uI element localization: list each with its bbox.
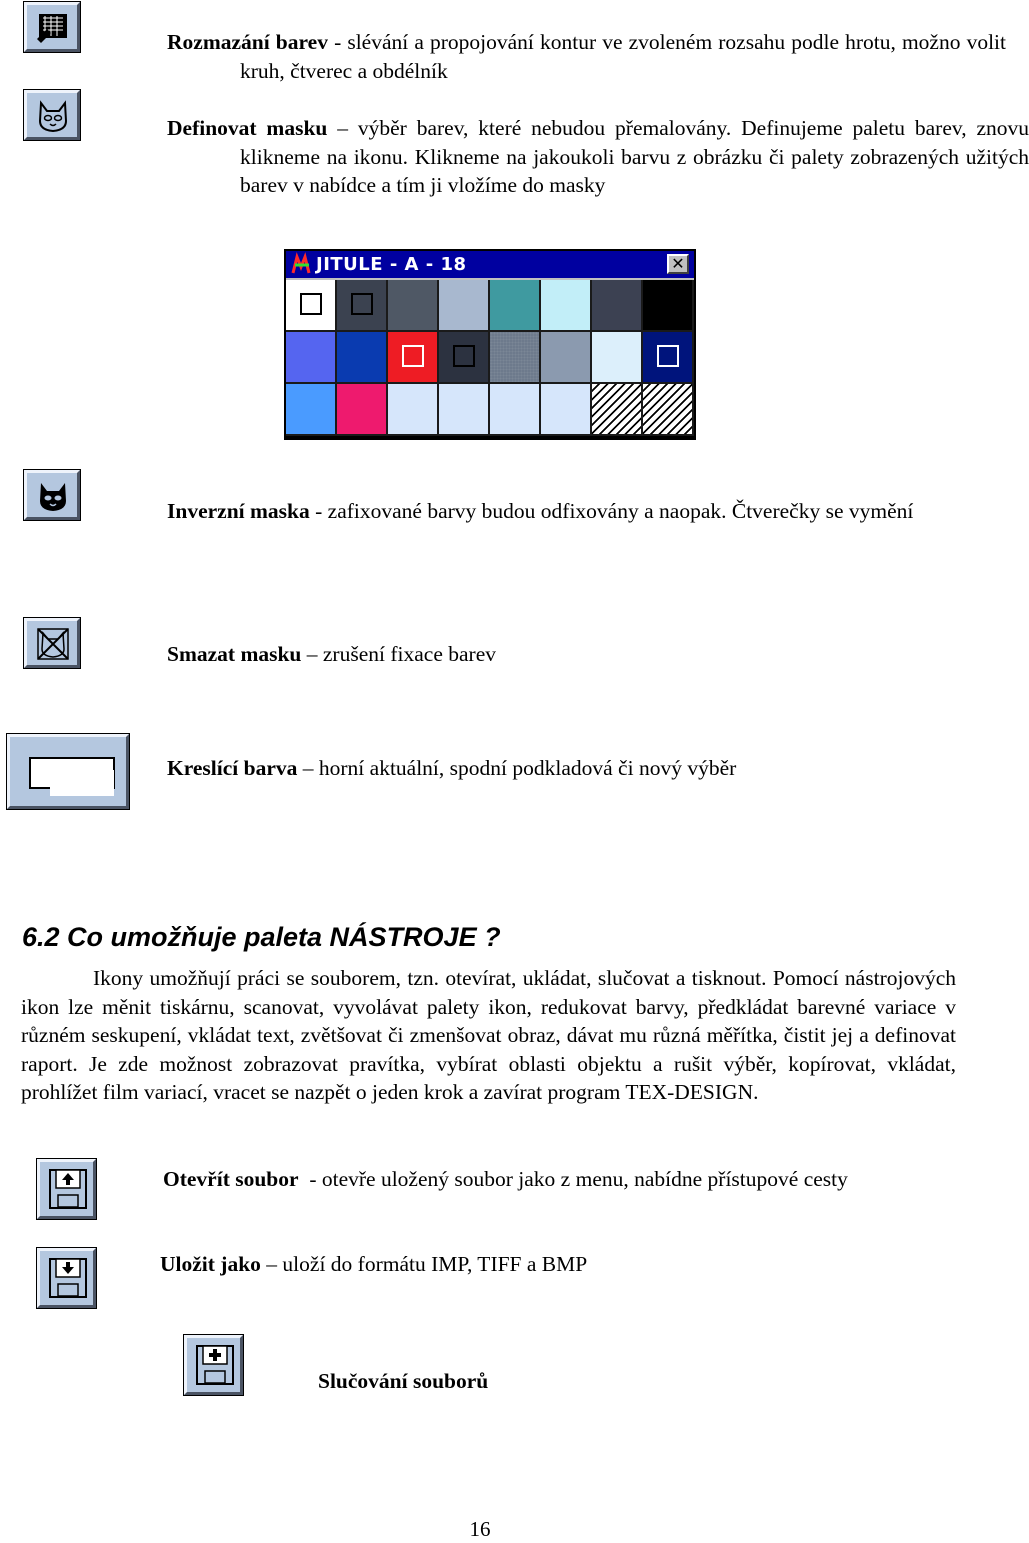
section-body: Ikony umožňují práci se souborem, tzn. otevírat, ukládat, slučovat a tisknout. Pomocí nástrojových ikon lze měnit tiskárnu, scanovat, vyvolávat palety ikon, redukovat barvy, předkládat barevné variace v různém seskupení, vkládat text, zvětšovat či zmenšovat obraz, dávat mu různá měřítka, čistit jej a definovat raport. Je zde možnost zobrazovat pravítka, vybírat oblasti objektu a rušit výběr, kopírovat, vkládat, prohlížet film variací, vracet se nazpět o jeden krok a zavírat program TEX-DESIGN.: [21, 966, 956, 1104]
palette-color-swatch[interactable]: [643, 280, 694, 332]
open-file-button[interactable]: [37, 1159, 96, 1219]
item-title: Rozmazání barev: [167, 30, 328, 54]
item-description: výběr barev, které nebudou přemalovány. Definujeme paletu barev, znovu klikneme na ikonu. Klikneme na jakoukoli barvu z obrázku či palety zobrazených užitých barev v nabídce a tím ji vložíme do masky: [240, 116, 1029, 197]
item-save-as: [160, 1250, 955, 1279]
item-sep: –: [297, 756, 319, 780]
app-logo-icon: [291, 255, 313, 275]
palette-color-swatch[interactable]: [388, 384, 439, 436]
palette-color-swatch[interactable]: [439, 280, 490, 332]
drawing-color-icon: [16, 742, 122, 802]
palette-color-swatch[interactable]: [490, 384, 541, 436]
inverse-mask-button[interactable]: [24, 470, 80, 520]
palette-color-swatch[interactable]: [592, 280, 643, 332]
palette-color-swatch[interactable]: [388, 332, 439, 384]
palette-color-swatch[interactable]: [541, 332, 592, 384]
item-description: slévání a propojování kontur ve zvoleném rozsahu podle hrotu, možno volit kruh, čtverec a obdélník: [240, 30, 1006, 83]
palette-color-swatch[interactable]: [388, 280, 439, 332]
item-title: Definovat masku: [167, 116, 328, 140]
palette-color-swatch[interactable]: [337, 332, 388, 384]
palette-title: JITULE - A - 18: [316, 254, 467, 275]
close-button[interactable]: [667, 254, 689, 274]
palette-color-swatch[interactable]: [439, 384, 490, 436]
palette-color-swatch[interactable]: [643, 332, 694, 384]
item-description: horní aktuální, spodní podkladová či nový výběr: [318, 756, 737, 780]
item-title: Kreslící barva: [167, 756, 298, 780]
item-sep: -: [309, 499, 328, 523]
item-smudge: [167, 28, 1006, 85]
item-inverse-mask: [167, 497, 1023, 526]
item-merge-files: [318, 1367, 818, 1396]
open-file-floppy-icon: [46, 1166, 90, 1212]
item-sep: –: [260, 1252, 283, 1276]
palette-color-swatch[interactable]: [337, 384, 388, 436]
palette-grid: [286, 280, 694, 438]
merge-files-button[interactable]: [184, 1335, 243, 1395]
palette-color-swatch[interactable]: [286, 384, 337, 436]
item-sep: –: [327, 116, 358, 140]
palette-color-swatch[interactable]: [541, 280, 592, 332]
palette-titlebar[interactable]: [286, 251, 694, 278]
inverse-mask-cat-icon: [33, 477, 73, 515]
item-description: uloží do formátu IMP, TIFF a BMP: [282, 1252, 588, 1276]
mask-fixed-marker: [351, 293, 373, 315]
mask-fixed-marker: [657, 345, 679, 367]
smudge-button[interactable]: [24, 2, 80, 52]
palette-color-swatch[interactable]: [490, 280, 541, 332]
item-description: zafixované barvy budou odfixovány a naopak. Čtverečky se vymění: [327, 499, 914, 523]
save-as-floppy-icon: [46, 1255, 90, 1301]
item-title: Otevřít soubor: [163, 1167, 299, 1191]
item-title: Smazat masku: [167, 642, 302, 666]
close-icon: ✕: [671, 254, 685, 273]
define-mask-cat-icon: [33, 97, 73, 135]
section-heading: 6.2 Co umožňuje paleta NÁSTROJE ?: [22, 922, 501, 952]
smudge-icon: [33, 9, 73, 47]
palette-color-swatch[interactable]: [592, 332, 643, 384]
define-mask-button[interactable]: [24, 90, 80, 140]
mask-palette-window: [284, 249, 696, 440]
item-delete-mask: [167, 640, 927, 669]
item-title: Uložit jako: [160, 1252, 261, 1276]
item-description: otevře uložený soubor jako z menu, nabídne přístupové cesty: [321, 1167, 848, 1191]
palette-color-swatch[interactable]: [643, 384, 694, 436]
merge-files-floppy-icon: [193, 1342, 237, 1388]
mask-fixed-marker: [300, 293, 322, 315]
palette-color-swatch[interactable]: [286, 280, 337, 332]
item-drawing-color: [167, 754, 927, 783]
mask-fixed-marker: [453, 345, 475, 367]
item-sep: -: [327, 30, 348, 54]
palette-color-swatch[interactable]: [337, 280, 388, 332]
save-as-button[interactable]: [37, 1248, 96, 1308]
palette-color-swatch[interactable]: [490, 332, 541, 384]
drawing-color-button[interactable]: [7, 734, 129, 809]
mask-fixed-marker: [402, 345, 424, 367]
delete-mask-button[interactable]: [24, 618, 80, 668]
palette-color-swatch[interactable]: [541, 384, 592, 436]
item-title: Inverzní maska: [167, 499, 310, 523]
item-sep: -: [298, 1167, 322, 1191]
item-description: zrušení fixace barev: [322, 642, 496, 666]
page-number: 16: [469, 1517, 491, 1541]
item-sep: –: [301, 642, 323, 666]
delete-mask-icon: [33, 625, 73, 663]
palette-color-swatch[interactable]: [286, 332, 337, 384]
item-define-mask: [167, 114, 1029, 200]
palette-color-swatch[interactable]: [592, 384, 643, 436]
item-title: Slučování souborů: [318, 1369, 489, 1393]
palette-color-swatch[interactable]: [439, 332, 490, 384]
item-open-file: [163, 1165, 958, 1194]
